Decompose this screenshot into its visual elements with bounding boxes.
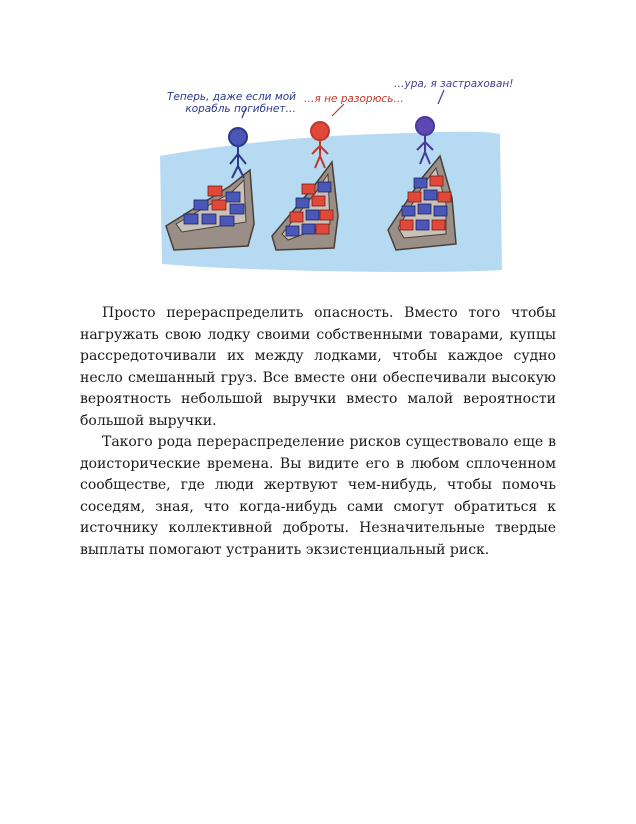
caption-right: …ура, я застрахован! (394, 78, 514, 90)
caption-left-line2: корабль погибнет… (185, 103, 296, 115)
body-text (80, 303, 556, 561)
paragraph-2: Такого рода перераспределение рисков существовало еще в доисторические времена. Вы видите его в любом сплоченном сообществе, где люди жертвуют чем-нибудь, чтобы помочь соседям, зная, что когда-нибудь сами смогут обратиться к источнику коллективной доброты. Незначительные твердые выплаты помогают устранить экзистенциальный риск. (80, 434, 556, 558)
caption-middle: …я не разорюсь… (304, 93, 404, 105)
speech-tick-middle (332, 104, 344, 116)
caption-left-line1: Теперь, даже если мой (167, 91, 296, 103)
boats-illustration (138, 74, 514, 274)
caption-left (146, 91, 296, 115)
speech-tick-right (438, 90, 444, 104)
paragraph-1: Просто перераспределить опасность. Вместо того чтобы нагружать свою лодку своими собственными товарами, купцы рассредоточивали их между лодками, чтобы каждое судно несло смешанный груз. Все вместе они обеспечивали высокую вероятность небольшой выручки вместо малой вероятности большой выручки. (80, 305, 556, 429)
